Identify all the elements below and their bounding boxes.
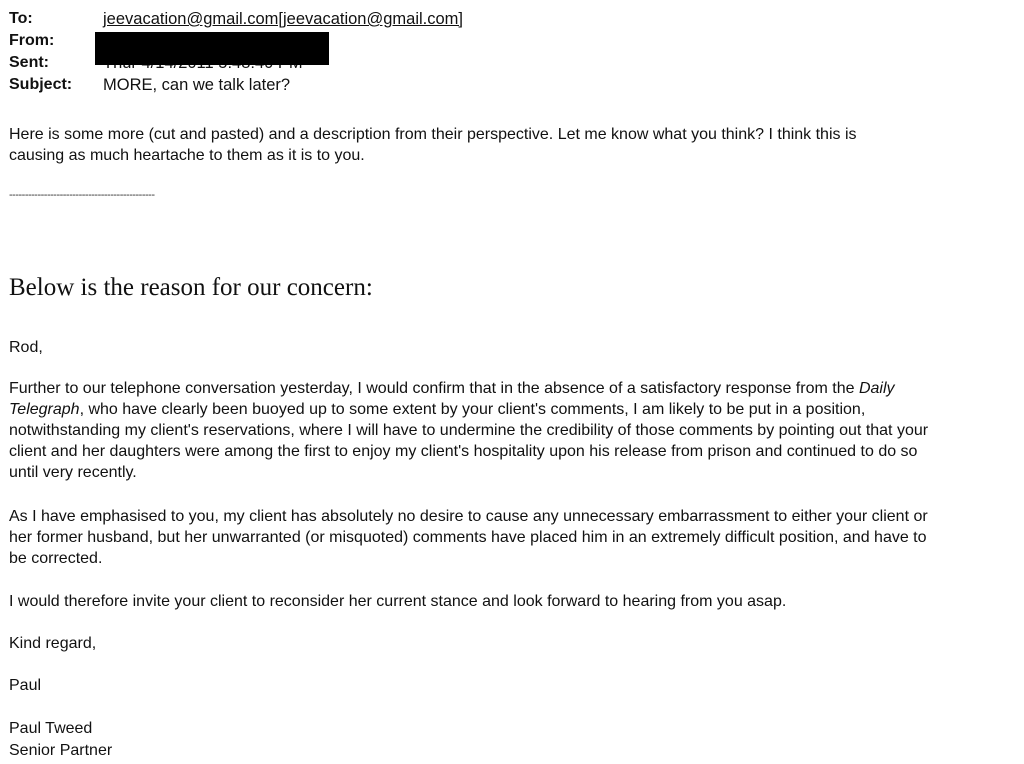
closing: Kind regard, xyxy=(9,635,97,652)
signoff: Paul xyxy=(9,677,42,694)
to-label: To: xyxy=(9,10,33,27)
signature-title: Senior Partner xyxy=(9,742,113,759)
intro-paragraph: Here is some more (cut and pasted) and a description from their perspective. Let me know what you think? I think this is causing as much heartache to them as it is to you. xyxy=(9,126,857,164)
sent-label: Sent: xyxy=(9,54,49,71)
subject-value: MORE, can we talk later? xyxy=(103,76,291,94)
para1-text-before: Further to our telephone conversation yesterday, I would confirm that in the absence of a satisfactory response from the xyxy=(9,380,859,397)
letter-paragraph-1 xyxy=(9,378,929,483)
concern-heading: Below is the reason for our concern: xyxy=(9,274,373,301)
signature-name: Paul Tweed xyxy=(9,720,93,737)
email-printout xyxy=(9,8,1009,759)
newspaper-name: Daily Telegraph xyxy=(9,380,895,418)
letter-paragraph-2: As I have emphasised to you, my client has absolutely no desire to cause any unnecessary embarrassment to either your client or her former husband, but her unwarranted (or misquoted) comments have placed him in an extremely difficult position, and have to be corrected. xyxy=(9,508,928,567)
letter-paragraph-3: I would therefore invite your client to reconsider her current stance and look forward to hearing from you asap. xyxy=(9,593,787,610)
email-header xyxy=(9,8,1009,96)
to-value: jeevacation@gmail.com[jeevacation@gmail.com] xyxy=(103,10,463,28)
subject-label: Subject: xyxy=(9,76,73,93)
redaction-bar xyxy=(95,32,329,65)
separator-line: ---------------------------------------------- xyxy=(9,189,155,201)
para1-text-after: , who have clearly been buoyed up to some extent by your client's comments, I am likely to be put in a position, notwithstanding my client's reservations, where I will have to undermine the credibility of those comments by pointing out that your client and her daughters were among the first to enjoy my client's hospitality upon his release from prison and continued to do so until very recently. xyxy=(9,401,929,481)
from-label: From: xyxy=(9,32,55,49)
to-row xyxy=(9,8,1009,30)
salutation: Rod, xyxy=(9,339,43,356)
subject-row xyxy=(9,74,1009,96)
